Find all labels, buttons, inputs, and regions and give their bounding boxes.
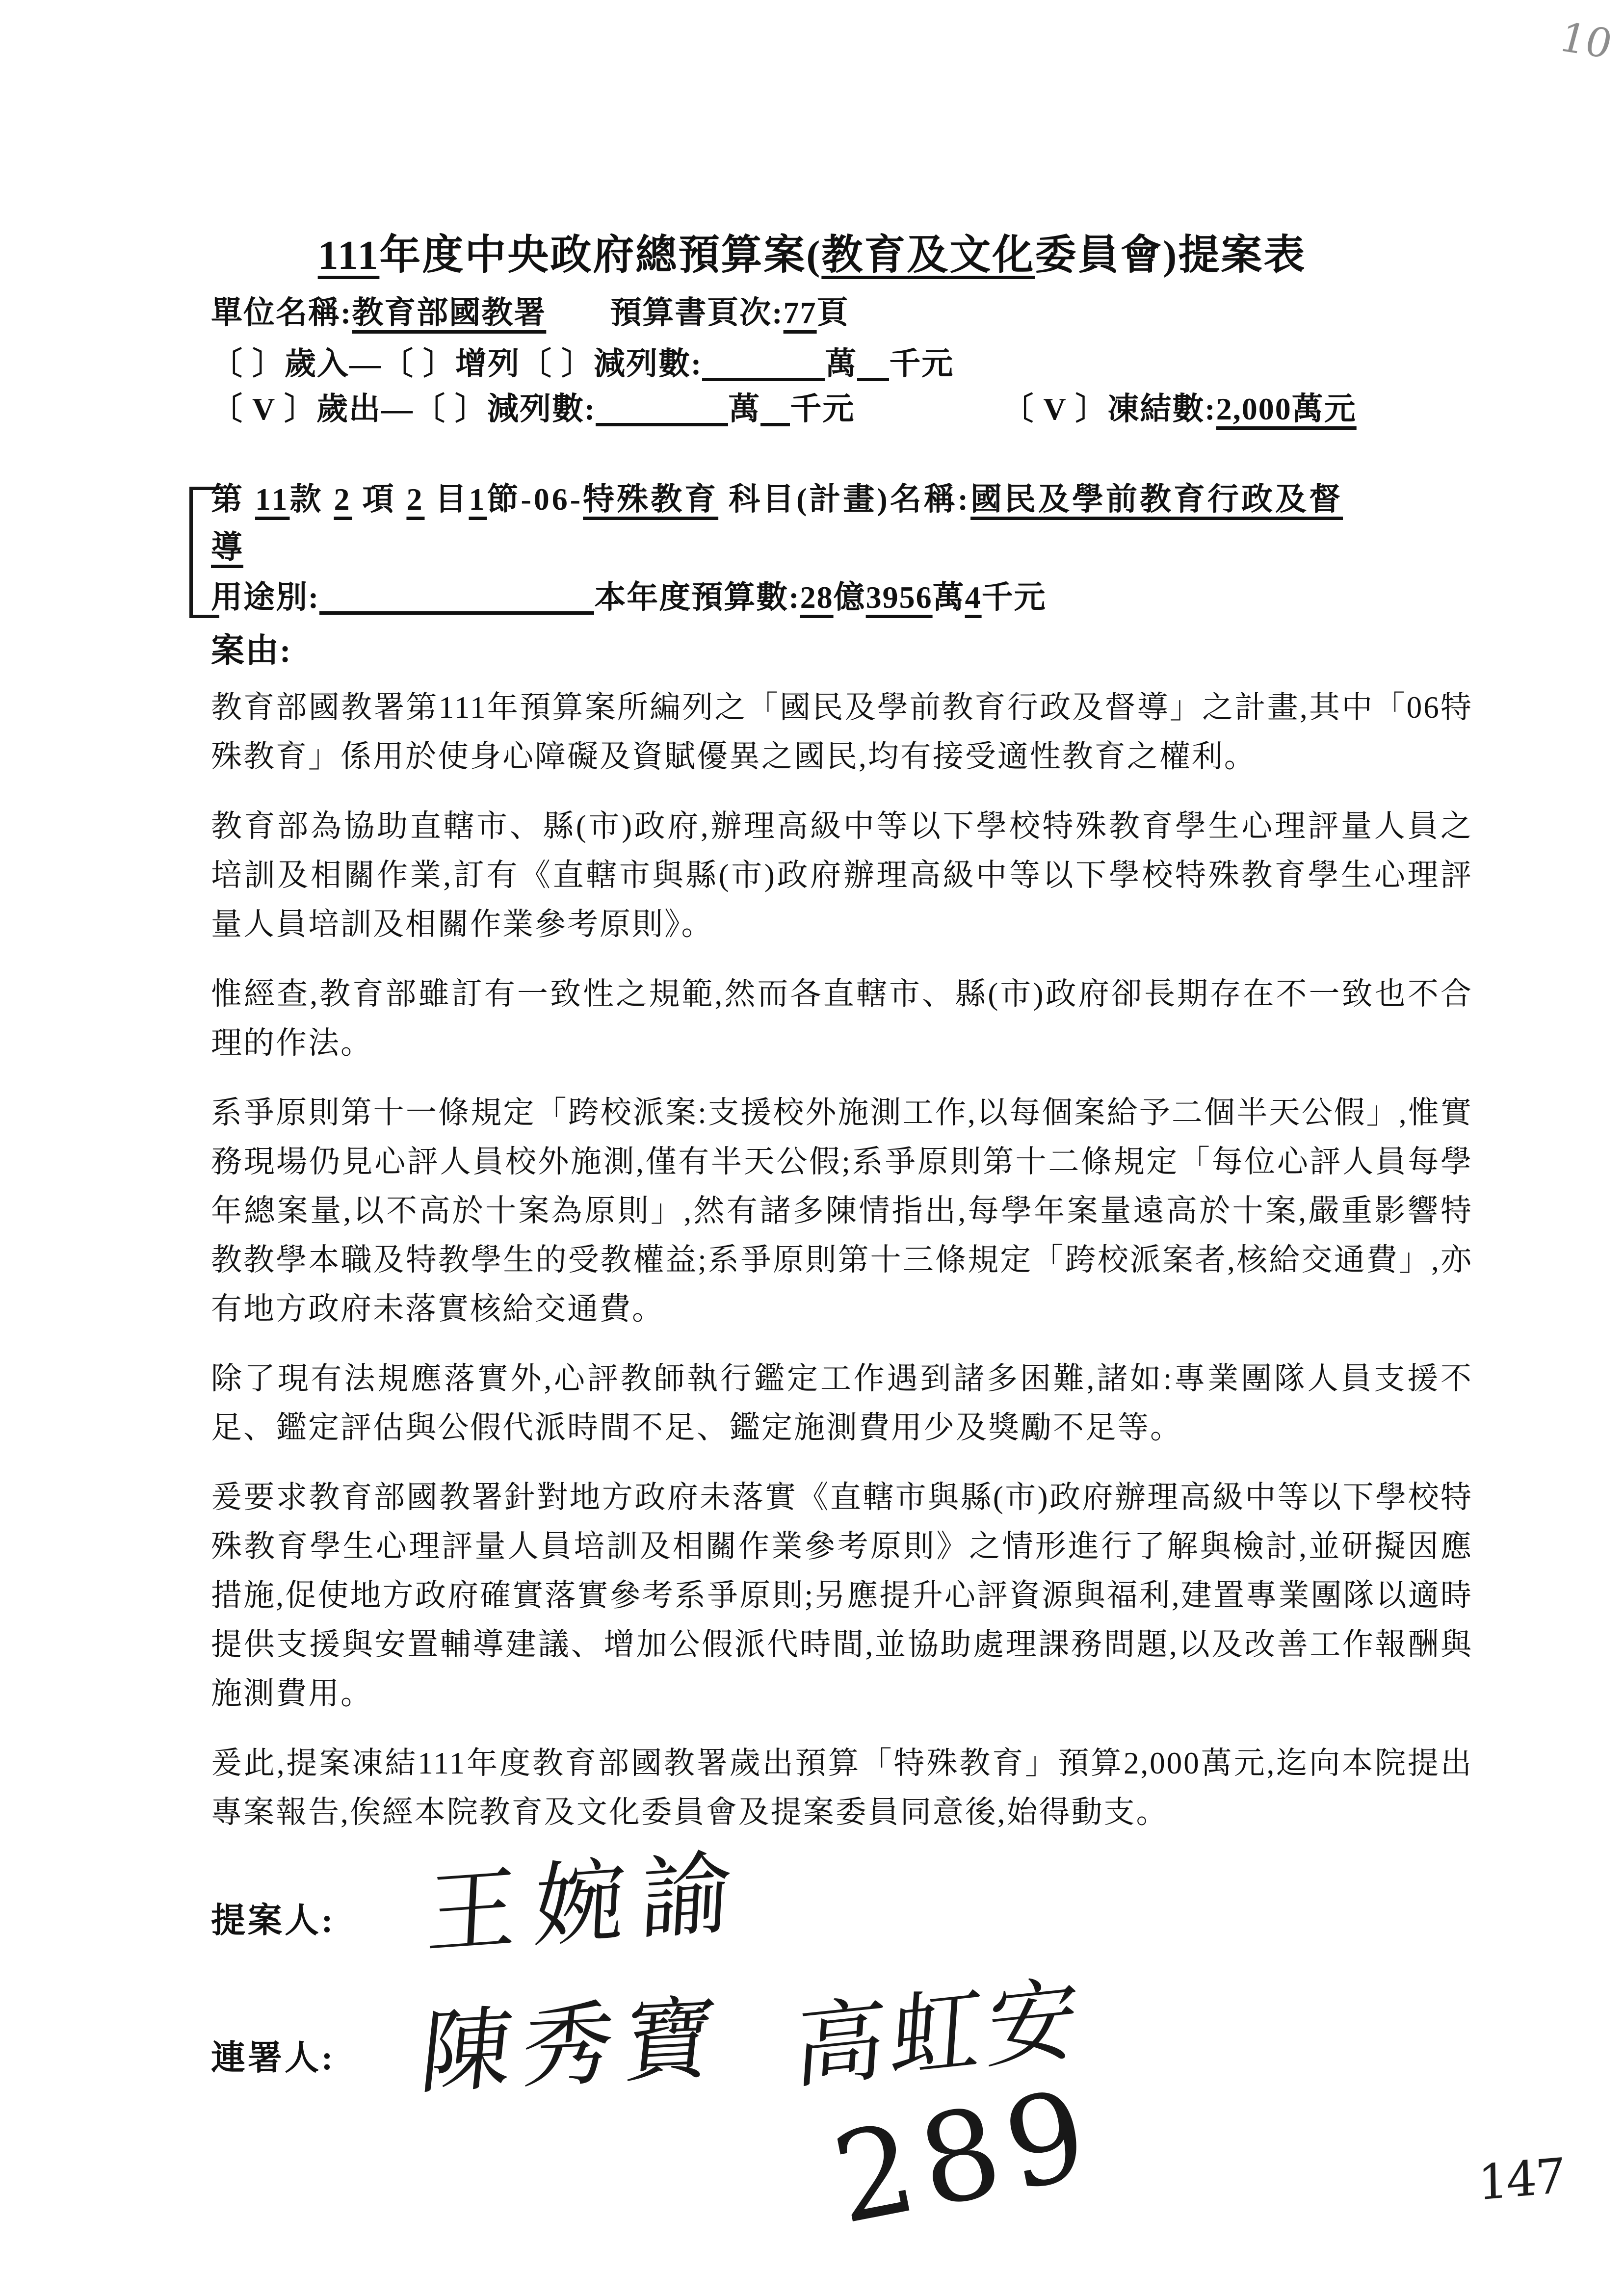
underlined-text: 2,000萬元	[1216, 391, 1357, 426]
body-paragraph: 教育部為協助直轄市、縣(市)政府,辦理高級中等以下學校特殊教育學生心理評量人員之培訓及相關作業,訂有《直轄市與縣(市)政府辦理高級中等以下學校特殊教育學生心理評量人員培訓及相關作業參考原則》。	[211, 809, 1473, 941]
cosigner-signature: 陳秀寶	[416, 1984, 732, 2107]
text-segment: 億	[833, 580, 866, 615]
blank-fill-line	[319, 586, 594, 615]
underlined-text: 2	[334, 482, 352, 517]
body-paragraph: 爰此,提案凍結111年度教育部國教署歲出預算「特殊教育」預算2,000萬元,迄向本院提出專案報告,俟經本院教育及文化委員會及提案委員同意後,始得動支。	[211, 1746, 1473, 1829]
handwritten-sheet-number: 289	[823, 2061, 1106, 2252]
body-paragraph: 爰要求教育部國教署針對地方政府未落實《直轄市與縣(市)政府辦理高級中等以下學校特殊教育學生心理評量人員培訓及相關作業參考原則》之情形進行了解與檢討,並研擬因應措施,促使地方政府確實落實參考系爭原則;另應提升心評資源與福利,建置專業團隊以適時提供支援與安置輔導建議、增加公假派代時間,並協助處理課務問題,以及改善工作報酬與施測費用。	[211, 1480, 1473, 1711]
underlined-text: 11	[255, 482, 290, 517]
text-segment: 〔 V 〕歲出—〔 〕減列數:	[211, 391, 596, 426]
underlined-text: 特殊教育	[583, 482, 719, 517]
text-segment: 萬	[728, 391, 761, 426]
text-segment: 節-06-	[487, 482, 583, 517]
text-segment: 科目(計畫)名稱:	[718, 482, 971, 517]
underlined-text: 1	[469, 482, 487, 517]
underlined-text: 28	[800, 580, 834, 615]
expenditure-checkbox-line	[211, 384, 1357, 429]
text-segment: 萬	[825, 346, 858, 381]
blank-fill-line	[596, 397, 728, 426]
handwritten-page-number-bottom: 147	[1477, 2148, 1564, 2212]
blank-fill-line	[857, 352, 889, 381]
text-segment: 年度中央政府總預算案(	[379, 233, 822, 279]
budget-item-line	[211, 474, 1343, 519]
text-segment: 〔 〕歲入—〔 〕增列〔 〕減列數:	[211, 346, 703, 381]
underlined-text: 導	[211, 530, 243, 565]
text-segment: 千元	[790, 391, 855, 426]
underlined-text: 2	[406, 482, 425, 517]
body-paragraph: 惟經查,教育部雖訂有一致性之規範,然而各直轄市、縣(市)政府卻長期存在不一致也不合理的作法。	[211, 977, 1473, 1060]
underlined-text: 教育部國教署	[352, 295, 547, 330]
text-segment: 千元	[889, 346, 954, 381]
handwritten-page-number-top: 10	[1554, 14, 1618, 68]
underlined-text: 3956	[865, 580, 933, 615]
proposal-body	[211, 683, 1473, 1857]
underlined-text: 國民及學前教育行政及督	[970, 482, 1343, 517]
text-segment: 預算書頁次:	[610, 295, 784, 330]
text-segment: 頁	[816, 295, 849, 330]
text-segment: 本年度預算數:	[594, 580, 800, 615]
cosigner-signature: 高虹安	[791, 1964, 1087, 2102]
text-segment: 目	[424, 482, 469, 517]
text-segment: 〔 V 〕凍結數:	[1002, 391, 1216, 426]
text-segment: 款	[289, 482, 334, 517]
underlined-text: 77	[783, 295, 817, 330]
body-paragraph: 除了現有法規應落實外,心評教師執行鑑定工作遇到諸多困難,諸如:專業團隊人員支援不足、鑑定評估與公假代派時間不足、鑑定施測費用少及獎勵不足等。	[211, 1361, 1473, 1445]
document-title	[0, 222, 1624, 281]
case-reason-label: 案由:	[211, 632, 292, 669]
text-segment: 委員會)提案表	[1035, 233, 1307, 279]
proposer-label: 提案人:	[211, 1902, 336, 1940]
body-paragraph: 教育部國教署第111年預算案所編列之「國民及學前教育行政及督導」之計畫,其中「06特殊教育」係用於使身心障礙及資賦優異之國民,均有接受適性教育之權利。	[211, 690, 1473, 774]
text-segment: 項	[352, 482, 407, 517]
budget-item-line-wrap	[211, 522, 243, 567]
revenue-checkbox-line	[211, 339, 954, 384]
text-segment: 單位名稱:	[211, 295, 352, 330]
text-segment: 第	[211, 482, 255, 517]
underlined-text: 111	[317, 233, 380, 279]
blank-fill-line	[702, 352, 825, 381]
text-segment: 萬	[932, 580, 965, 615]
text-segment: 千元	[981, 580, 1047, 615]
text-segment: 用途別:	[211, 580, 320, 615]
usage-and-budget-amount-line	[211, 572, 1047, 617]
body-paragraph: 系爭原則第十一條規定「跨校派案:支援校外施測工作,以每個案給予二個半天公假」,惟實務現場仍見心評人員校外施測,僅有半天公假;系爭原則第十二條規定「每位心評人員每學年總案量,以不高於十案為原則」,然有諸多陳情指出,每學年案量遠高於十案,嚴重影響特教教學本職及特教學生的受教權益;系爭原則第十三條規定「跨校派案者,核給交通費」,亦有地方政府未落實核給交通費。	[211, 1096, 1473, 1326]
underlined-text: 4	[965, 580, 982, 615]
proposer-signature: 王婉諭	[424, 1838, 752, 1968]
cosigner-label: 連署人:	[211, 2039, 336, 2077]
blank-fill-line	[760, 397, 790, 426]
underlined-text: 教育及文化	[821, 233, 1035, 279]
unit-name-line	[211, 287, 849, 333]
